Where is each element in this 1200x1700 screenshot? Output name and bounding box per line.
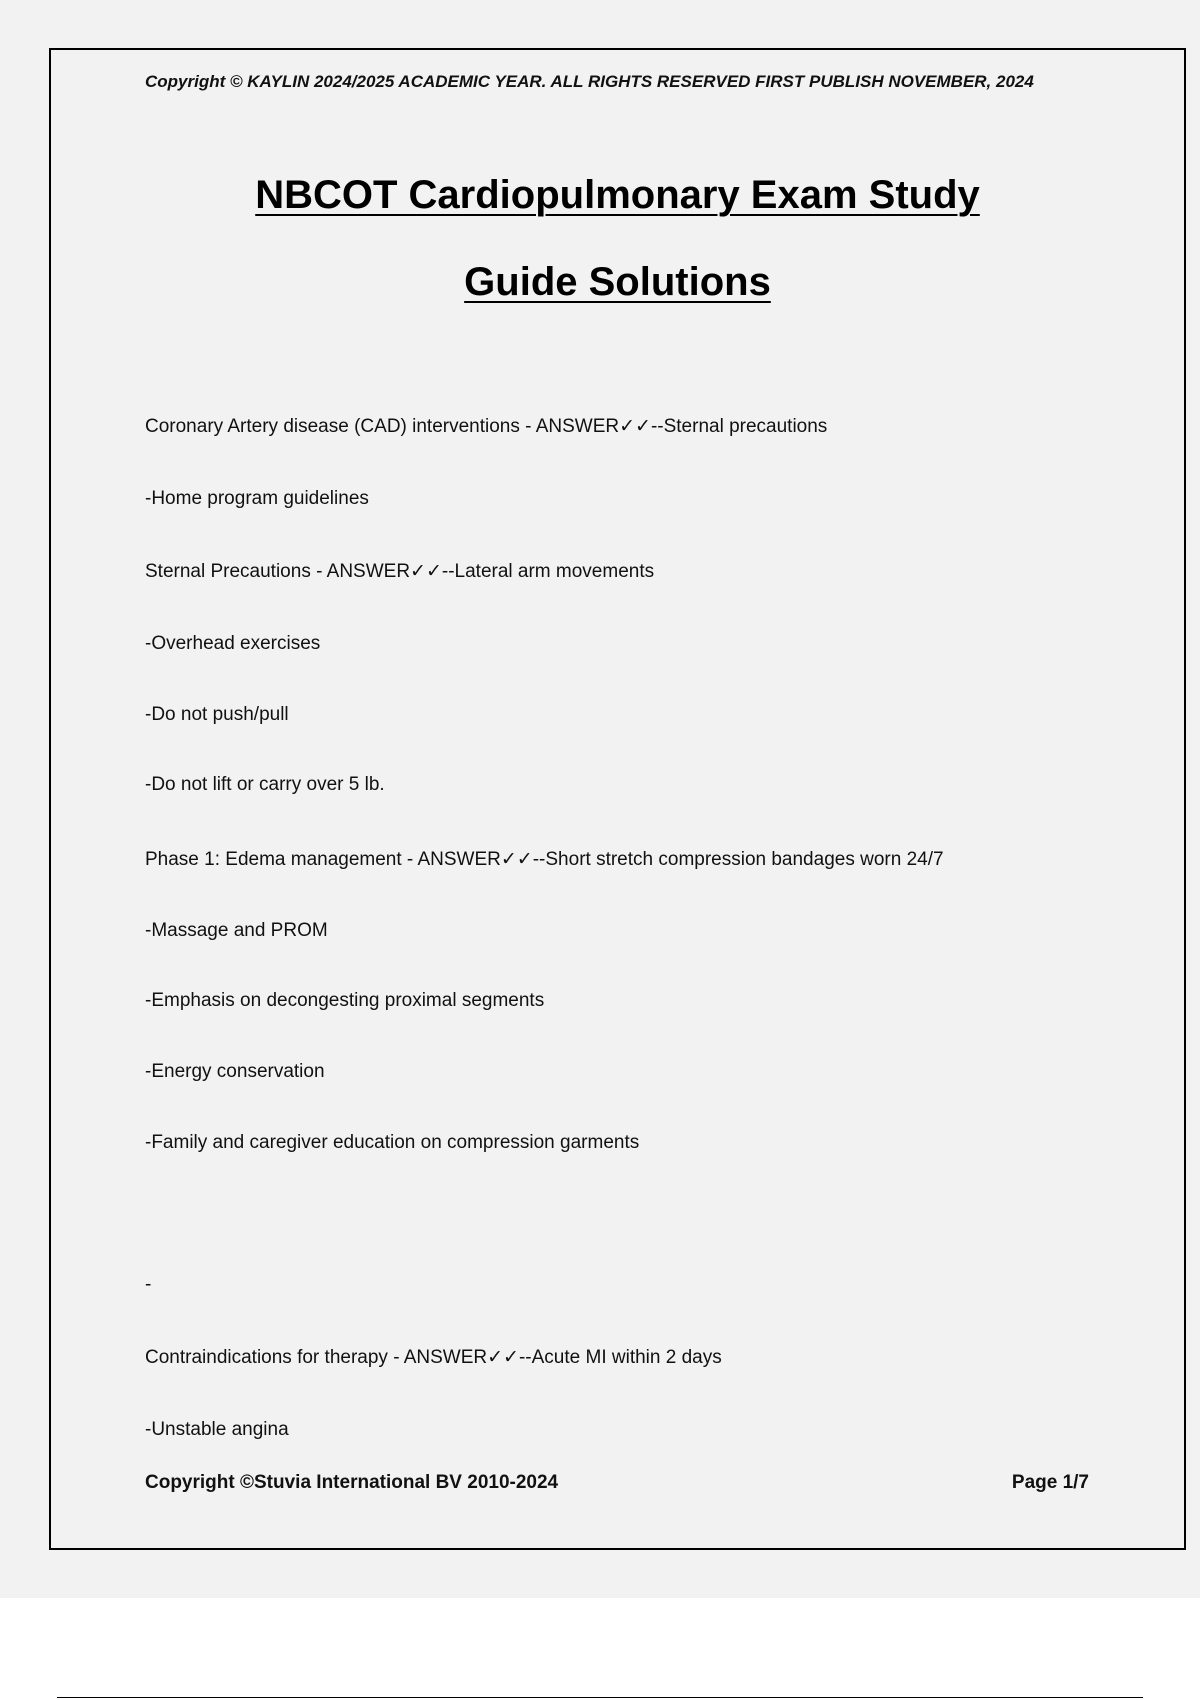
- footer-copyright: Copyright ©Stuvia International BV 2010-2024: [145, 1472, 559, 1493]
- answer-line: -Massage and PROM: [145, 920, 328, 941]
- answer-line: -Do not push/pull: [145, 704, 289, 725]
- document-title-line-2: Guide Solutions: [464, 260, 771, 304]
- bottom-divider: [57, 1697, 1143, 1698]
- answer-line: -Emphasis on decongesting proximal segments: [145, 990, 545, 1011]
- question-contraindications: Contraindications for therapy - ANSWER✓✓--Acute MI within 2 days: [145, 1347, 722, 1368]
- question-edema-management: Phase 1: Edema management - ANSWER✓✓--Short stretch compression bandages worn 24/7: [145, 849, 944, 870]
- header-copyright: Copyright © KAYLIN 2024/2025 ACADEMIC YEAR. ALL RIGHTS RESERVED FIRST PUBLISH NOVEMBER, 2024: [145, 72, 1034, 91]
- question-sternal-precautions: Sternal Precautions - ANSWER✓✓--Lateral arm movements: [145, 561, 655, 582]
- answer-line: -Do not lift or carry over 5 lb.: [145, 774, 385, 795]
- question-cad-interventions: Coronary Artery disease (CAD) interventions - ANSWER✓✓--Sternal precautions: [145, 416, 828, 437]
- answer-line: -Overhead exercises: [145, 633, 321, 654]
- answer-line: -Energy conservation: [145, 1061, 325, 1082]
- answer-line: -Unstable angina: [145, 1419, 289, 1440]
- answer-line: -Family and caregiver education on compression garments: [145, 1132, 640, 1153]
- page-number: Page 1/7: [1011, 1472, 1089, 1493]
- answer-line: -: [145, 1274, 152, 1295]
- answer-line: -Home program guidelines: [145, 488, 369, 509]
- document-title-line-1: NBCOT Cardiopulmonary Exam Study: [255, 173, 980, 217]
